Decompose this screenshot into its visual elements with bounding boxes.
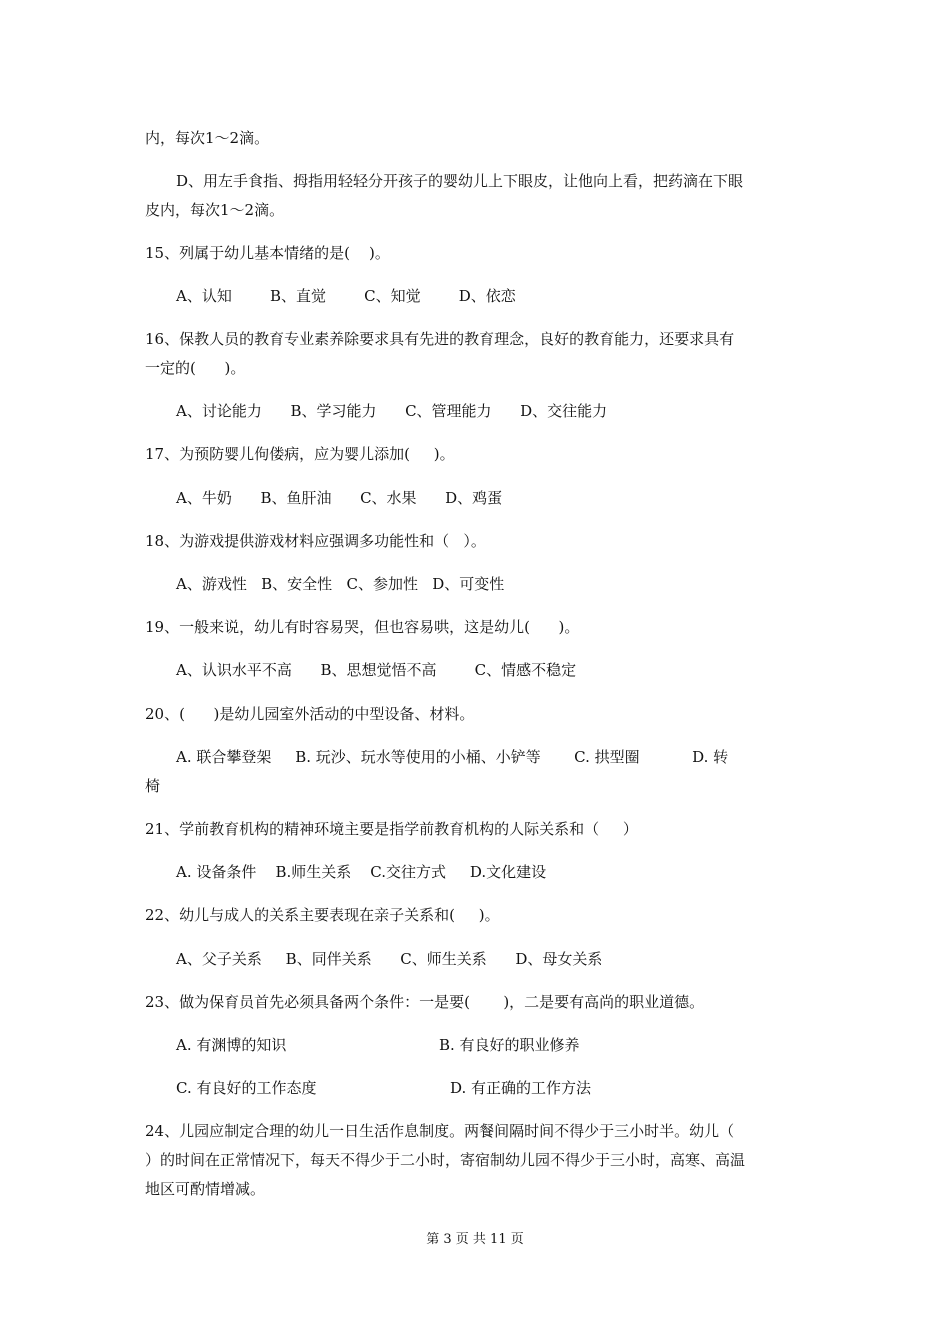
text-line: 内，每次1～2滴。: [145, 129, 270, 147]
question-24: 24、儿园应制定合理的幼儿一日生活作息制度。两餐间隔时间不得少于三小时半。幼儿（: [145, 1122, 735, 1140]
options-16: A、讨论能力 B、学习能力 C、管理能力 D、交往能力: [176, 402, 608, 420]
options-23-row2: C. 有良好的工作态度 D. 有正确的工作方法: [176, 1079, 592, 1097]
question-22: 22、幼儿与成人的关系主要表现在亲子关系和( )。: [145, 906, 500, 924]
question-23: 23、做为保育员首先必须具备两个条件：一是要( )，二是要有高尚的职业道德。: [145, 993, 705, 1011]
text-line: ）的时间在正常情况下，每天不得少于二小时，寄宿制幼儿园不得少于三小时，高寒、高温: [145, 1151, 746, 1169]
question-20: 20、( )是幼儿园室外活动的中型设备、材料。: [145, 705, 475, 723]
options-19: A、认识水平不高 B、思想觉悟不高 C、情感不稳定: [176, 661, 577, 679]
question-17: 17、为预防婴儿佝偻病，应为婴儿添加( )。: [145, 445, 455, 463]
options-21: A. 设备条件 B.师生关系 C.交往方式 D.文化建设: [176, 863, 547, 881]
page-footer: 第 3 页 共 11 页: [426, 1232, 524, 1247]
question-18: 18、为游戏提供游戏材料应强调多功能性和（ ）。: [145, 532, 486, 550]
text-line: D、用左手食指、拇指用轻轻分开孩子的婴幼儿上下眼皮，让他向上看，把药滴在下眼: [176, 172, 744, 190]
options-18: A、游戏性 B、安全性 C、参加性 D、可变性: [176, 575, 505, 593]
options-22: A、父子关系 B、同伴关系 C、师生关系 D、母女关系: [176, 950, 603, 968]
options-23-row1: A. 有渊博的知识 B. 有良好的职业修养: [176, 1036, 580, 1054]
text-line: 地区可酌情增减。: [145, 1180, 266, 1198]
question-15: 15、列属于幼儿基本情绪的是( )。: [145, 244, 390, 262]
options-17: A、牛奶 B、鱼肝油 C、水果 D、鸡蛋: [176, 489, 503, 507]
question-19: 19、一般来说，幼儿有时容易哭，但也容易哄，这是幼儿( )。: [145, 618, 580, 636]
options-20: A. 联合攀登架 B. 玩沙、玩水等使用的小桶、小铲等 C. 拱型圈 D. 转: [176, 748, 729, 766]
question-16: 16、保教人员的教育专业素养除要求具有先进的教育理念，良好的教育能力，还要求具有: [145, 330, 735, 348]
question-21: 21、学前教育机构的精神环境主要是指学前教育机构的人际关系和（ ）: [145, 820, 638, 838]
text-line: 一定的( )。: [145, 359, 246, 377]
text-line: 椅: [145, 777, 161, 795]
options-15: A、认知 B、直觉 C、知觉 D、依恋: [176, 287, 516, 305]
text-line: 皮内，每次1～2滴。: [145, 201, 285, 219]
